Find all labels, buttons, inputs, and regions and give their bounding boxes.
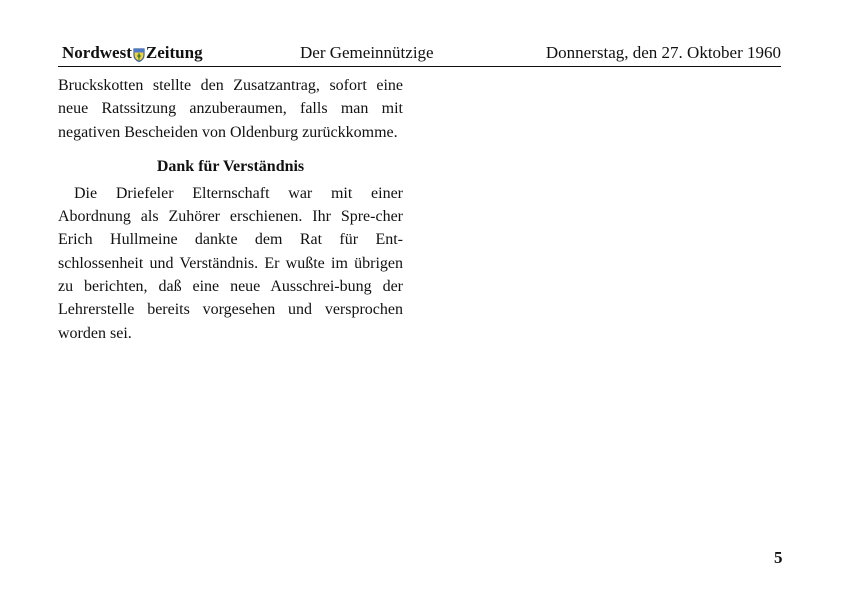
masthead-left-word: Nordwest (62, 43, 132, 62)
text-line: zurückkomme. (302, 123, 398, 141)
text-line: bung der Lehrerstelle bereits vorgesehen und (58, 278, 403, 319)
coat-of-arms-icon (133, 46, 145, 60)
text-line: Die Driefeler Elternschaft war mit einer (74, 184, 403, 202)
section-title: Der Gemeinnützige (300, 43, 434, 62)
text-line: Bruckskotten stellte den Zusatzantrag, sofort (58, 77, 377, 94)
text-line: man mit negativen Bescheiden von Oldenburg (58, 100, 403, 141)
article-subheading: Dank für Verständnis (156, 157, 305, 175)
masthead-right-word: Zeitung (145, 43, 203, 62)
article-column (58, 74, 403, 345)
body-paragraph (58, 182, 403, 345)
intro-paragraph (58, 74, 403, 144)
text-line: schlossenheit und Verständnis. Er wußte im (58, 254, 355, 272)
text-line: cher Erich Hullmeine dankte dem Rat für Ent-​ (58, 208, 403, 249)
text-line: versprochen worden sei. (58, 301, 403, 342)
text-line: Abordnung als Zuhörer erschienen. Ihr Spre-​ (58, 208, 376, 226)
text-line: eine neue Ratssitzung anzuberaumen, falls (58, 77, 403, 118)
text-line: übrigen zu berichten, daß eine neue Ausschrei-​ (58, 254, 403, 296)
newspaper-masthead (62, 42, 203, 64)
page-header (58, 42, 781, 67)
page-number: 5 (774, 548, 783, 567)
issue-date: Donnerstag, den 27. Oktober 1960 (545, 43, 781, 62)
